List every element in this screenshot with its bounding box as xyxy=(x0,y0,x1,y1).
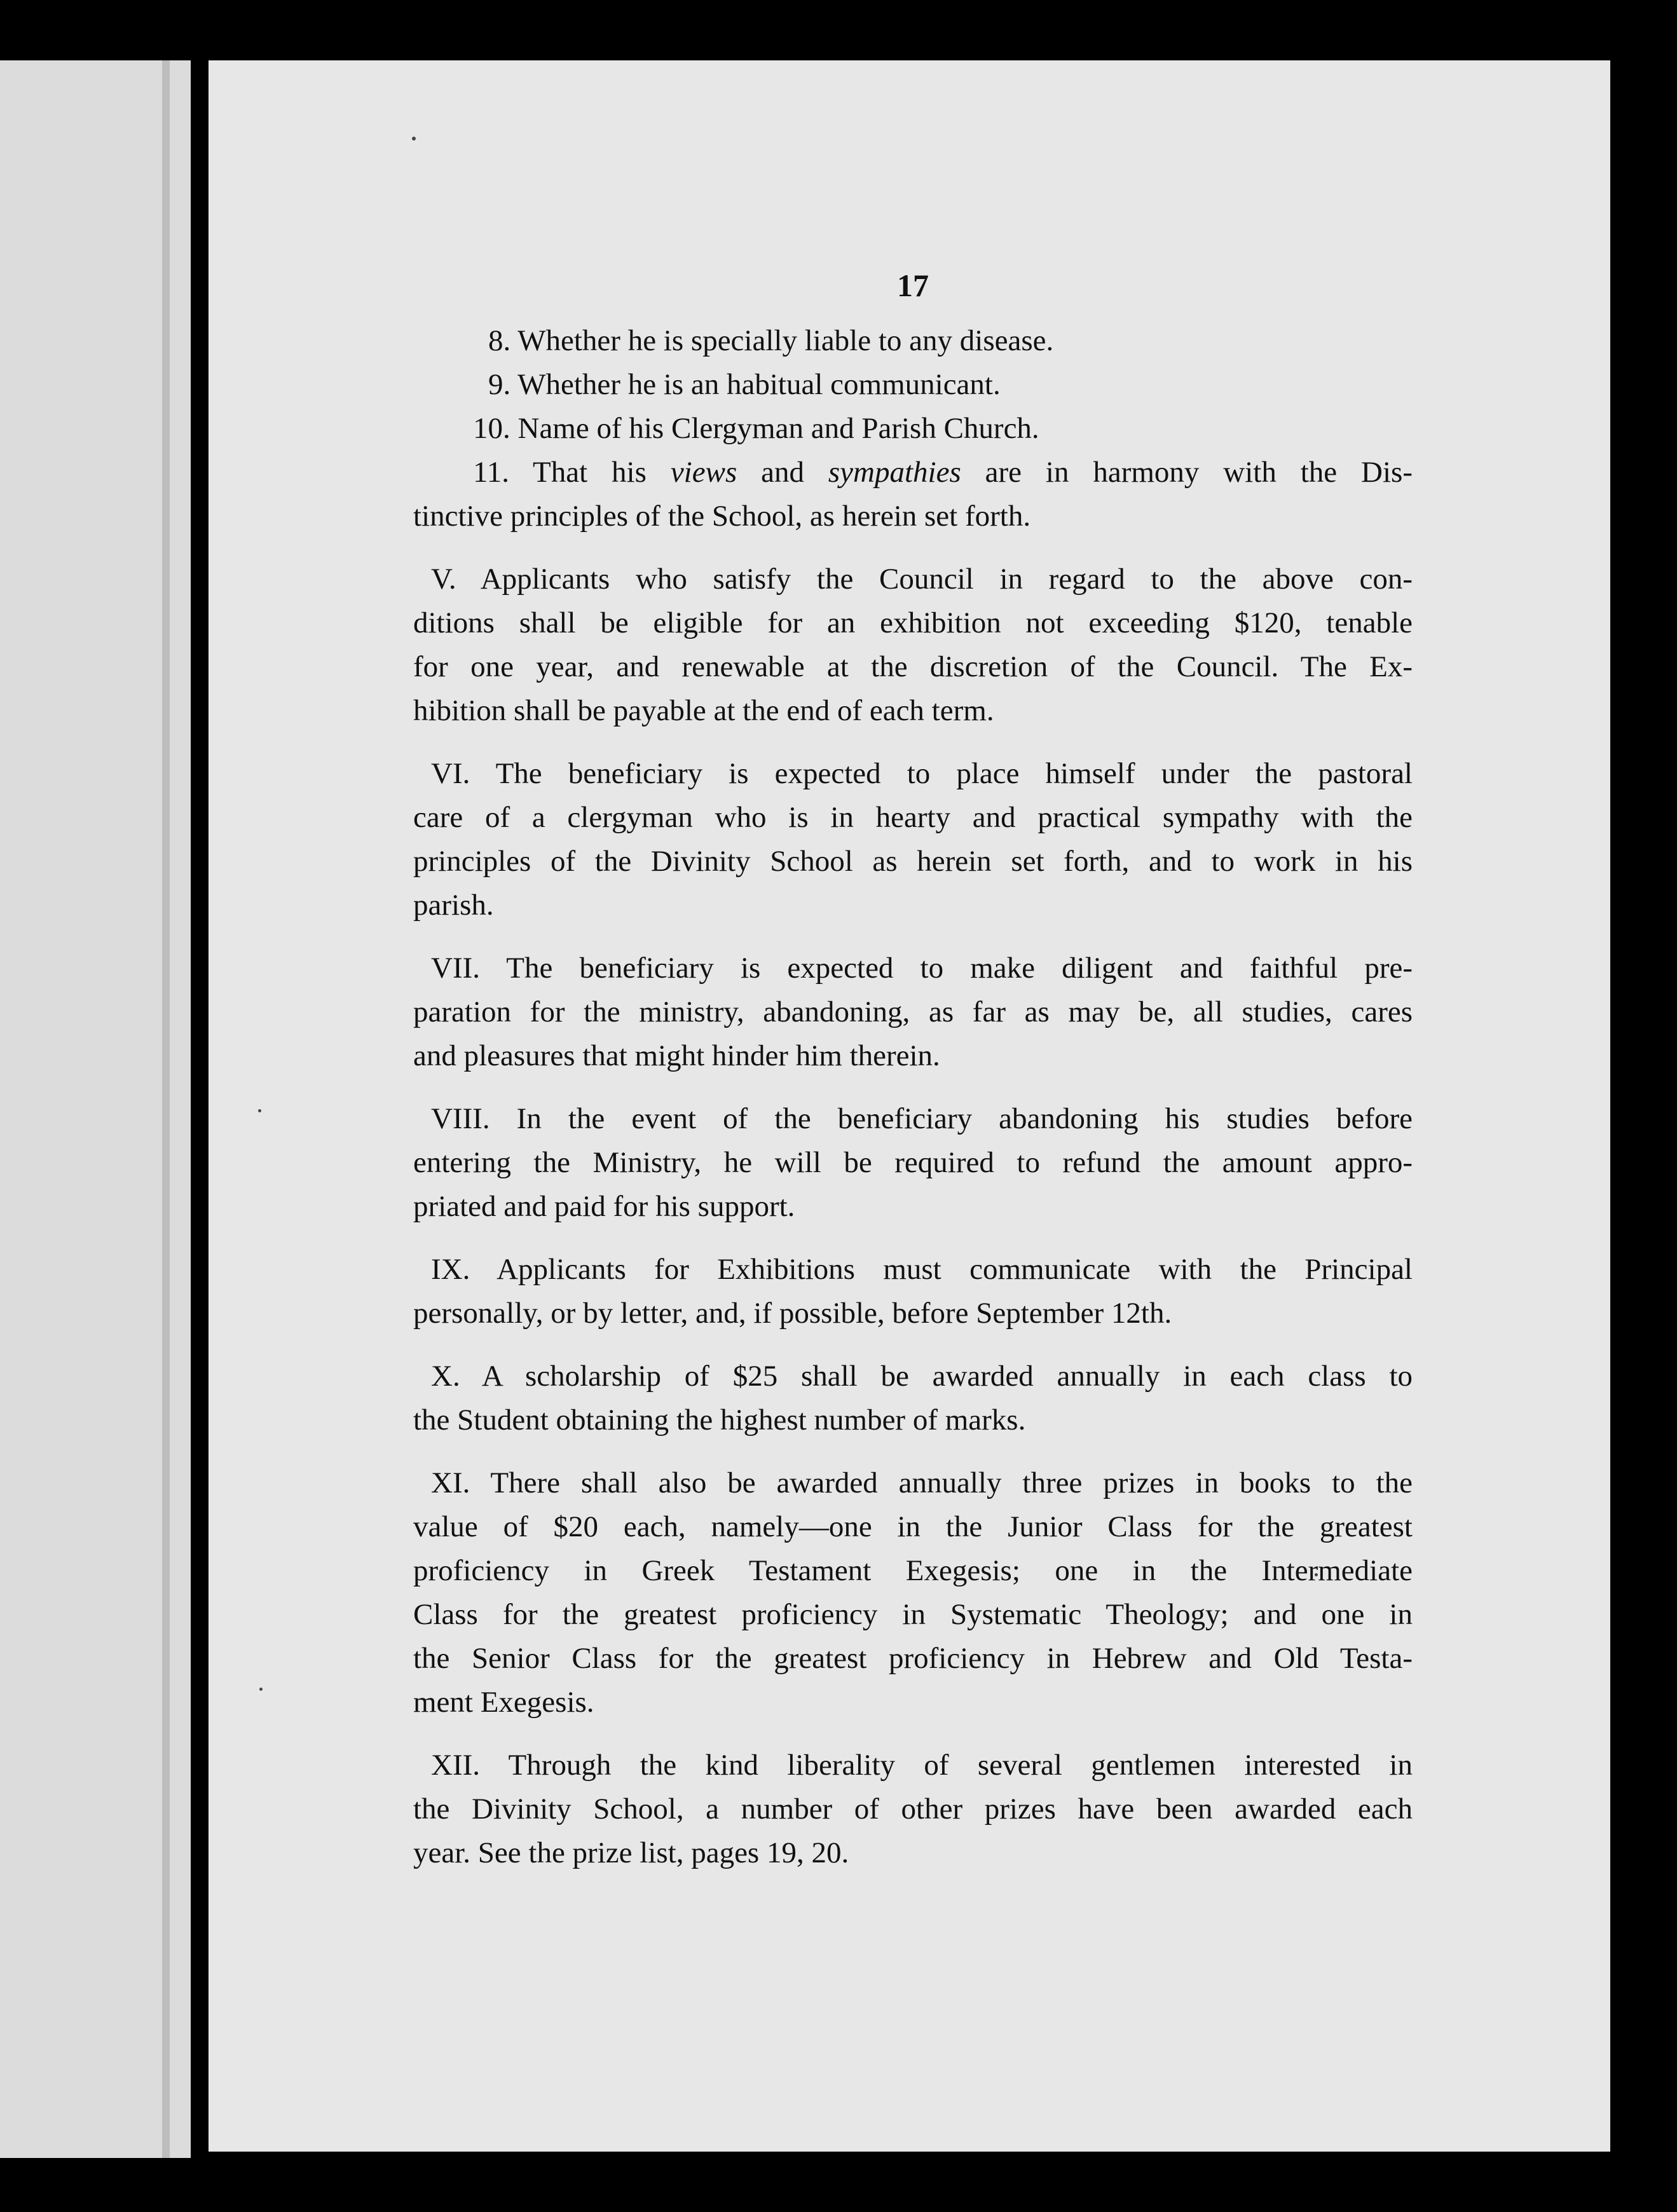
emphasis-sympathies: sympathies xyxy=(828,456,961,489)
paragraph-line: entering the Ministry, he will be required to refund the amount appro- xyxy=(413,1146,1413,1179)
paragraph-line: the Senior Class for the greatest proficiency in Hebrew and Old Testa- xyxy=(413,1642,1413,1675)
paragraph-line: the Divinity School, a number of other prizes have been awarded each xyxy=(413,1792,1413,1826)
speck xyxy=(259,1688,263,1691)
paragraph-line: year. See the prize list, pages 19, 20. xyxy=(413,1836,849,1869)
condition-10: 10. Name of his Clergyman and Parish Church. xyxy=(473,412,1039,445)
paragraph-line: ment Exegesis. xyxy=(413,1686,594,1719)
paragraph-line: value of $20 each, namely—one in the Junior Class for the greatest xyxy=(413,1510,1413,1543)
paragraph-line: personally, or by letter, and, if possible, before September 12th. xyxy=(413,1297,1172,1330)
paragraph-line: and pleasures that might hinder him therein. xyxy=(413,1039,940,1072)
condition-8: 8. Whether he is specially liable to any disease. xyxy=(488,324,1054,357)
paragraph-line: V. Applicants who satisfy the Council in regard to the above con- xyxy=(431,563,1413,596)
condition-11-text: are in harmony with the Dis- xyxy=(961,456,1413,489)
paragraph-line: proficiency in Greek Testament Exegesis; one in the Intermediate xyxy=(413,1554,1413,1587)
paragraph-line: VI. The beneficiary is expected to place himself under the pastoral xyxy=(431,757,1413,790)
paragraph-XII xyxy=(413,1744,1413,1875)
paragraph-line: VII. The beneficiary is expected to make diligent and faithful pre- xyxy=(431,952,1413,985)
paragraph-VII xyxy=(413,946,1413,1078)
paragraph-line: care of a clergyman who is in hearty and practical sympathy with the xyxy=(413,801,1413,834)
speck xyxy=(258,1109,261,1112)
paragraph-line: IX. Applicants for Exhibitions must communicate with the Principal xyxy=(431,1253,1413,1286)
speck xyxy=(412,137,416,140)
paragraph-V xyxy=(413,557,1413,733)
paragraph-VI xyxy=(413,752,1413,927)
paragraph-line: Class for the greatest proficiency in Systematic Theology; and one in xyxy=(413,1598,1413,1631)
paragraph-IX xyxy=(413,1248,1413,1335)
document-page xyxy=(209,60,1610,2152)
condition-11-text: and xyxy=(737,456,828,489)
paragraph-line: for one year, and renewable at the discretion of the Council. The Ex- xyxy=(413,650,1413,683)
paragraph-line: ditions shall be eligible for an exhibition not exceeding $120, tenable xyxy=(413,606,1413,639)
paragraph-line: priated and paid for his support. xyxy=(413,1190,795,1223)
paragraph-line: parish. xyxy=(413,889,494,922)
document-body xyxy=(413,264,1413,1875)
paragraph-X xyxy=(413,1355,1413,1442)
condition-11-text: 11. That his xyxy=(473,456,671,489)
condition-11-line-2: tinctive principles of the School, as herein set forth. xyxy=(413,500,1031,533)
paragraph-line: hibition shall be payable at the end of each term. xyxy=(413,694,994,727)
paragraph-VIII xyxy=(413,1097,1413,1229)
emphasis-views: views xyxy=(670,456,737,489)
paragraph-line: XI. There shall also be awarded annually three prizes in books to the xyxy=(431,1466,1413,1499)
paragraph-line: XII. Through the kind liberality of several gentlemen interested in xyxy=(431,1749,1413,1782)
paragraph-line: the Student obtaining the highest number of marks. xyxy=(413,1403,1026,1437)
page-number: 17 xyxy=(897,268,929,303)
condition-11-line-1 xyxy=(413,451,1413,495)
paragraph-line: principles of the Divinity School as herein set forth, and to work in his xyxy=(413,845,1413,878)
condition-9: 9. Whether he is an habitual communicant. xyxy=(488,368,1001,401)
paragraph-line: paration for the ministry, abandoning, as far as may be, all studies, cares xyxy=(413,995,1413,1028)
paragraph-line: VIII. In the event of the beneficiary abandoning his studies before xyxy=(431,1102,1413,1135)
paragraph-XI xyxy=(413,1461,1413,1724)
paragraph-line: X. A scholarship of $25 shall be awarded annually in each class to xyxy=(431,1360,1413,1393)
facing-page-gutter xyxy=(162,60,170,2158)
